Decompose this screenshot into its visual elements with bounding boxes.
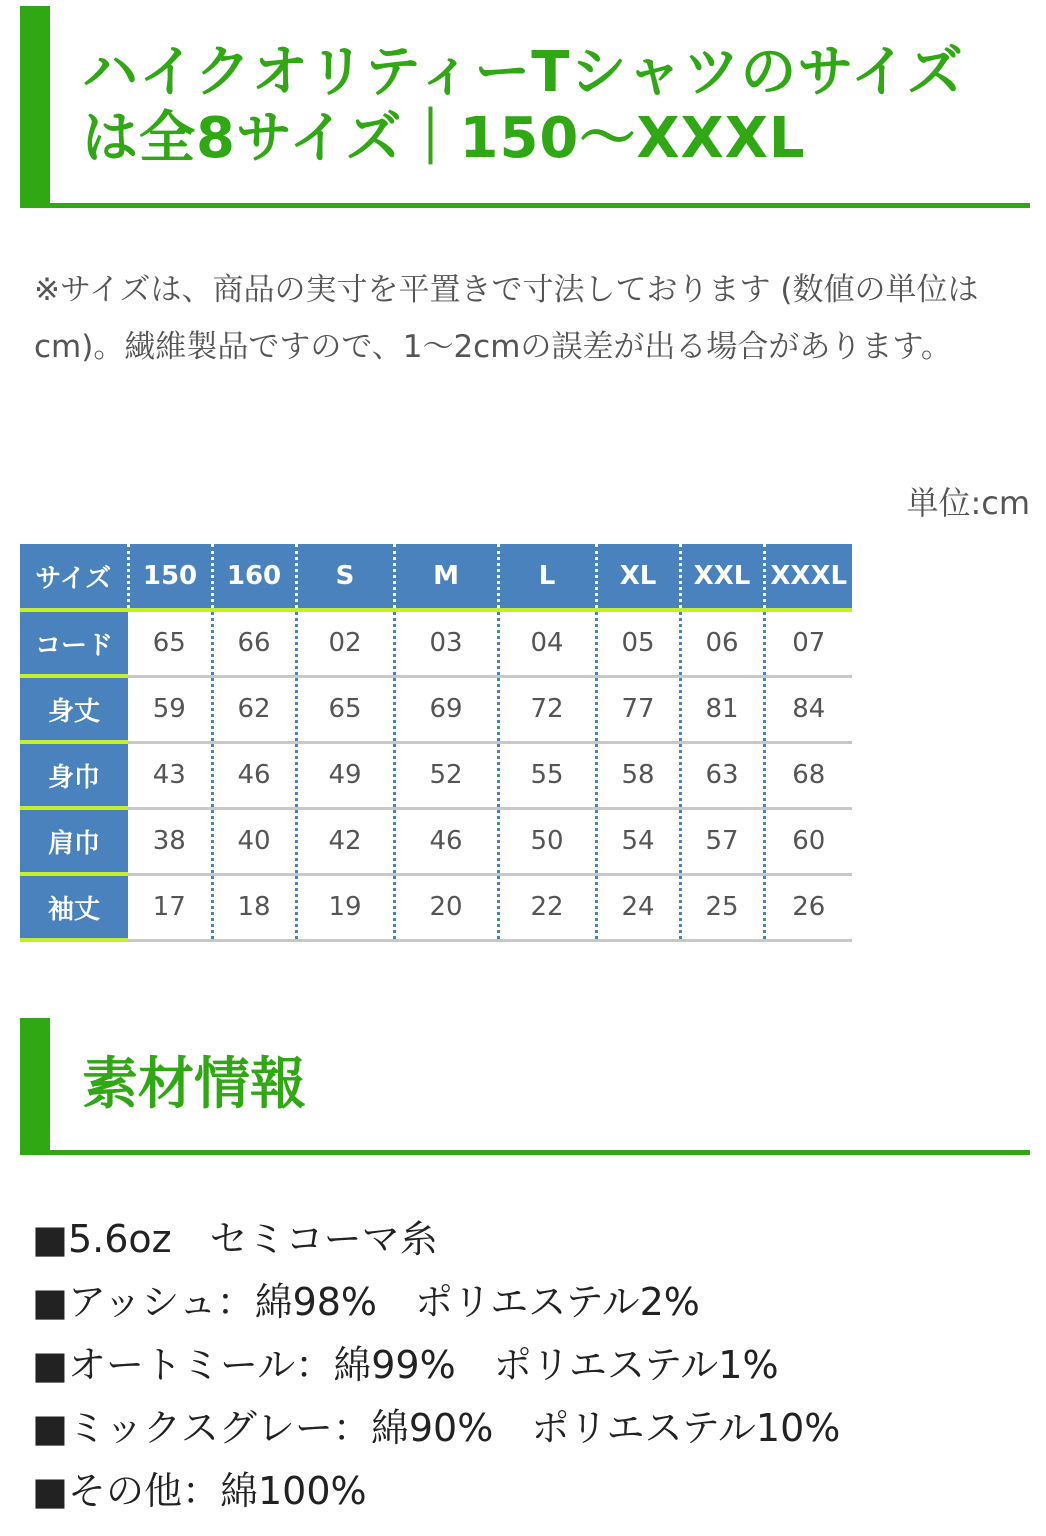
table-cell: 25 [680,874,764,940]
list-item [32,1460,840,1523]
table-cell: 05 [596,610,680,676]
table-cell: 03 [394,610,498,676]
list-item [32,1271,840,1334]
square-bullet-icon: ■ [32,1469,68,1513]
table-cell: 46 [394,808,498,874]
list-item [32,1208,840,1271]
table-cell: 02 [296,610,394,676]
table-cell: 62 [212,676,296,742]
size-table-header-cell: XXL [680,544,764,610]
table-cell: 65 [128,610,212,676]
material-list [32,1208,840,1523]
table-cell: 22 [498,874,596,940]
table-cell: 20 [394,874,498,940]
row-label: コード [20,610,128,676]
material-item-text: 5.6oz セミコーマ糸 [68,1217,438,1261]
material-section-title: 素材情報 [82,1052,306,1117]
table-cell: 84 [764,676,852,742]
size-table-header-cell: サイズ [20,544,128,610]
table-cell: 49 [296,742,394,808]
table-cell: 69 [394,676,498,742]
table-cell: 81 [680,676,764,742]
square-bullet-icon: ■ [32,1343,68,1387]
size-table-header-cell: XXXL [764,544,852,610]
table-cell: 19 [296,874,394,940]
table-row [20,874,852,940]
table-row [20,742,852,808]
table-cell: 58 [596,742,680,808]
unit-label: 単位:cm [906,484,1030,522]
size-note: ※サイズは、商品の実寸を平置きで寸法しております (数値の単位はcm)。繊維製品ですので、1〜2cmの誤差が出る場合があります。 [34,272,979,365]
square-bullet-icon: ■ [32,1217,68,1261]
table-cell: 77 [596,676,680,742]
size-table-header-row [20,544,852,610]
square-bullet-icon: ■ [32,1280,68,1324]
table-cell: 52 [394,742,498,808]
table-cell: 07 [764,610,852,676]
table-cell: 59 [128,676,212,742]
table-cell: 24 [596,874,680,940]
list-item [32,1397,840,1460]
table-row [20,808,852,874]
table-cell: 17 [128,874,212,940]
size-table [20,544,852,942]
table-cell: 54 [596,808,680,874]
table-cell: 55 [498,742,596,808]
material-item-text: オートミール：綿99% ポリエステル1% [68,1343,779,1387]
list-item [32,1334,840,1397]
table-cell: 42 [296,808,394,874]
material-item-text: その他：綿100% [68,1469,367,1513]
size-table-header-cell: XL [596,544,680,610]
table-cell: 26 [764,874,852,940]
table-cell: 50 [498,808,596,874]
table-cell: 72 [498,676,596,742]
table-cell: 18 [212,874,296,940]
table-cell: 57 [680,808,764,874]
table-cell: 60 [764,808,852,874]
size-table-header-cell: 160 [212,544,296,610]
table-row [20,610,852,676]
size-table-header-cell: S [296,544,394,610]
table-cell: 46 [212,742,296,808]
table-cell: 38 [128,808,212,874]
size-table-header-cell: 150 [128,544,212,610]
table-cell: 43 [128,742,212,808]
row-label: 袖丈 [20,874,128,940]
table-cell: 63 [680,742,764,808]
table-cell: 06 [680,610,764,676]
table-cell: 04 [498,610,596,676]
material-section-heading [20,1018,1030,1155]
size-section-title: ハイクオリティーTシャツのサイズは全8サイズ｜150〜XXXL [82,40,964,171]
row-label: 身丈 [20,676,128,742]
table-row [20,676,852,742]
size-section-heading [20,6,1030,208]
size-table-header-cell: L [498,544,596,610]
square-bullet-icon: ■ [32,1406,68,1450]
table-cell: 40 [212,808,296,874]
table-cell: 66 [212,610,296,676]
table-cell: 65 [296,676,394,742]
material-item-text: アッシュ：綿98% ポリエステル2% [68,1280,700,1324]
material-item-text: ミックスグレー：綿90% ポリエステル10% [68,1406,841,1450]
size-table-header-cell: M [394,544,498,610]
table-cell: 68 [764,742,852,808]
row-label: 肩巾 [20,808,128,874]
row-label: 身巾 [20,742,128,808]
